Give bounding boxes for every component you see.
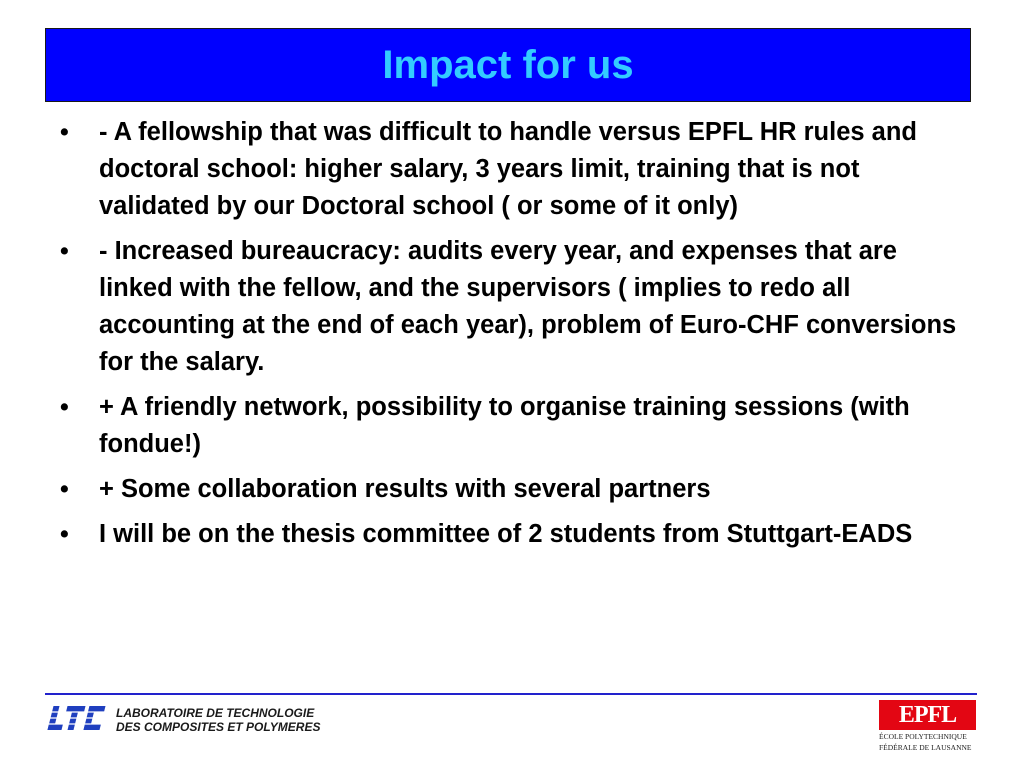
bullet-dot-icon: • — [60, 520, 69, 548]
ltc-logo-icon — [40, 704, 110, 736]
bullet-item — [60, 389, 970, 463]
bullet-text: + A friendly network, possibility to organise training sessions (with fondue!) — [99, 393, 910, 458]
title-bar — [45, 28, 971, 102]
ltc-logo — [40, 702, 340, 738]
bullet-text: - Increased bureaucracy: audits every year, and expenses that are linked with the fellow, and the supervisors ( implies to redo all accounting at the end of each year), problem of Euro-CHF conversions for the salary. — [99, 237, 957, 376]
bullet-item — [60, 516, 970, 553]
epfl-caption-line2: FÉDÉRALE DE LAUSANNE — [879, 743, 972, 752]
epfl-logo-mark: EPFL — [898, 702, 957, 728]
epfl-logo — [879, 700, 979, 752]
ltc-logo-line1: LABORATOIRE DE TECHNOLOGIE — [116, 706, 315, 720]
bullet-list — [60, 114, 970, 561]
footer-divider — [45, 693, 977, 695]
ltc-logo-text — [116, 706, 320, 734]
bullet-text: + Some collaboration results with several partners — [99, 475, 711, 503]
bullet-text: I will be on the thesis committee of 2 students from Stuttgart-EADS — [99, 520, 913, 548]
bullet-dot-icon: • — [60, 475, 69, 503]
bullet-item — [60, 114, 970, 225]
bullet-item — [60, 233, 970, 381]
epfl-logo-icon — [879, 700, 976, 730]
bullet-dot-icon: • — [60, 118, 69, 146]
bullet-item — [60, 471, 970, 508]
epfl-caption-line1: ÉCOLE POLYTECHNIQUE — [879, 732, 967, 741]
slide-title: Impact for us — [382, 42, 634, 87]
bullet-dot-icon: • — [60, 393, 69, 421]
ltc-logo-line2: DES COMPOSITES ET POLYMERES — [116, 720, 321, 734]
bullet-dot-icon: • — [60, 237, 69, 265]
bullet-text: - A fellowship that was difficult to handle versus EPFL HR rules and doctoral school: higher salary, 3 years limit, training that is not validated by our Doctoral school ( or some of it only) — [99, 118, 918, 220]
